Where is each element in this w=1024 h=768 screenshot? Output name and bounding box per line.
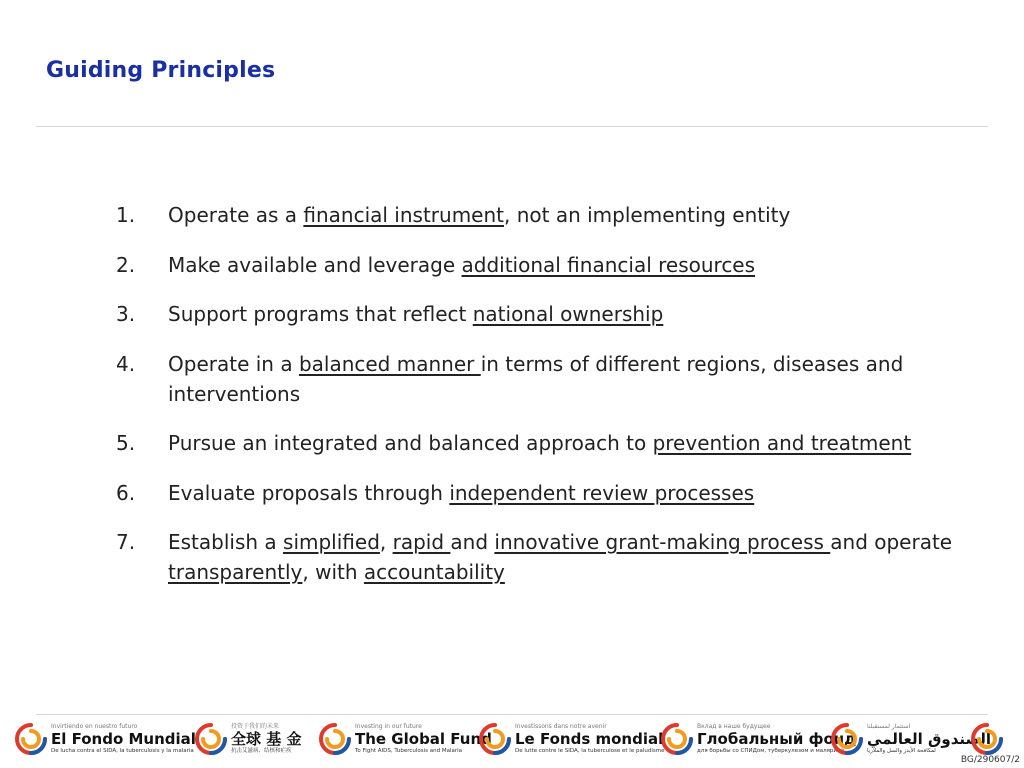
principle-key-term: balanced manner	[298, 351, 481, 376]
logo-tagline: Investing in our future	[355, 723, 422, 730]
global-fund-logo	[194, 716, 318, 762]
logo-tagline: Вклад в наше будущее	[697, 723, 771, 730]
principle-number: 1.	[116, 203, 136, 227]
logo-text	[515, 723, 664, 755]
footer-logo-strip	[14, 716, 1004, 762]
principle-text-segment: Operate as a	[168, 203, 304, 227]
principle-number: 4.	[116, 351, 136, 376]
logo-brand-name: The Global Fund	[355, 730, 492, 748]
principle-item	[116, 349, 976, 409]
header-divider	[36, 126, 988, 127]
principle-text	[168, 200, 976, 230]
logo-tagline: استثمار لمستقبلنا	[867, 723, 911, 730]
global-fund-logo	[478, 716, 665, 762]
principle-key-term: additional financial resources	[461, 252, 756, 277]
slide-title: Guiding Principles	[46, 58, 276, 83]
global-fund-logo	[660, 716, 857, 762]
global-fund-emblem-icon	[194, 722, 228, 756]
principle-key-term: rapid	[392, 530, 451, 554]
principle-item	[116, 478, 976, 508]
principle-text-segment: and operate	[830, 530, 953, 554]
logo-brand-name: 全球 基 金	[231, 730, 302, 748]
logo-text	[231, 723, 301, 755]
logo-text	[51, 723, 196, 755]
footer-divider	[36, 714, 988, 715]
global-fund-logo	[14, 716, 194, 762]
logo-tagline: 投资于我们的未来	[231, 723, 280, 730]
principle-key-term: accountability	[363, 560, 505, 584]
logo-tagline: Investissons dans notre avenir	[515, 723, 607, 730]
logo-subtitle: De lutte contre le SIDA, la tuberculose et le paludisme	[515, 748, 665, 754]
principle-text-segment: Support programs that reflect	[168, 302, 473, 326]
global-fund-emblem-icon	[318, 722, 352, 756]
principle-key-term: transparently	[168, 560, 303, 584]
logo-tagline: Invirtiendo en nuestro futuro	[51, 723, 138, 730]
global-fund-emblem-icon	[830, 722, 864, 756]
principle-item	[116, 527, 976, 587]
global-fund-emblem-icon	[14, 722, 48, 756]
principle-text	[168, 250, 976, 280]
principle-text-segment: ,	[379, 530, 393, 554]
principle-text	[168, 527, 976, 587]
principle-text-segment: Make available and leverage	[168, 252, 462, 277]
principle-text-segment: , with	[302, 560, 364, 584]
document-reference: BG/290607/2	[960, 755, 1020, 765]
global-fund-emblem-icon	[478, 722, 512, 756]
principle-number: 3.	[116, 302, 136, 326]
principle-item	[116, 299, 976, 329]
global-fund-emblem-icon	[660, 722, 694, 756]
principle-key-term: innovative grant-making process	[494, 530, 831, 554]
logo-brand-name: الصندوق العالمي	[867, 730, 992, 748]
principle-key-term: simplified	[283, 530, 380, 554]
global-fund-logo	[830, 716, 992, 762]
principle-text-segment: Establish a	[168, 530, 284, 554]
principle-item	[116, 250, 976, 280]
principle-key-term: national ownership	[472, 302, 664, 326]
logo-subtitle: To Fight AIDS, Tuberculosis and Malaria	[355, 748, 463, 754]
logo-subtitle: لمكافحة الأيدز والسل والملاريا	[867, 748, 936, 754]
principle-text	[168, 349, 976, 409]
principle-key-term: prevention and treatment	[652, 431, 912, 455]
principle-text-segment: Evaluate proposals through	[168, 480, 450, 505]
global-fund-logo	[318, 716, 492, 762]
principle-text-segment: and	[450, 530, 495, 554]
logo-brand-name: Глобальный фонд	[697, 730, 857, 748]
principle-number: 6.	[116, 480, 136, 505]
principle-text	[168, 428, 976, 458]
principle-key-term: independent review processes	[449, 480, 755, 505]
principle-item	[116, 200, 976, 230]
principle-text	[168, 299, 976, 329]
principle-text	[168, 478, 976, 508]
principle-number: 5.	[116, 431, 136, 455]
principle-text-segment: in terms of different regions, diseases and interventions	[168, 351, 904, 406]
logo-brand-name: El Fondo Mundial	[51, 730, 196, 748]
principle-number: 2.	[116, 252, 136, 277]
logo-subtitle: для борьбы со СПИДом, туберкулезом и малярией	[697, 748, 844, 754]
principle-text-segment: , not an implementing entity	[504, 203, 791, 227]
principle-key-term: financial instrument	[303, 203, 504, 227]
principle-text-segment: Pursue an integrated and balanced approach to	[168, 431, 653, 455]
logo-brand-name: Le Fonds mondial	[515, 730, 664, 748]
logo-subtitle: 抗击艾滋病、结核和疟疾	[231, 748, 292, 754]
principle-text-segment: Operate in a	[168, 351, 299, 376]
principles-list	[116, 200, 976, 607]
logo-subtitle: De lucha contra el SIDA, la tuberculosis y la malaria	[51, 748, 194, 754]
principle-number: 7.	[116, 530, 136, 554]
principle-item	[116, 428, 976, 458]
logo-text	[355, 723, 492, 755]
